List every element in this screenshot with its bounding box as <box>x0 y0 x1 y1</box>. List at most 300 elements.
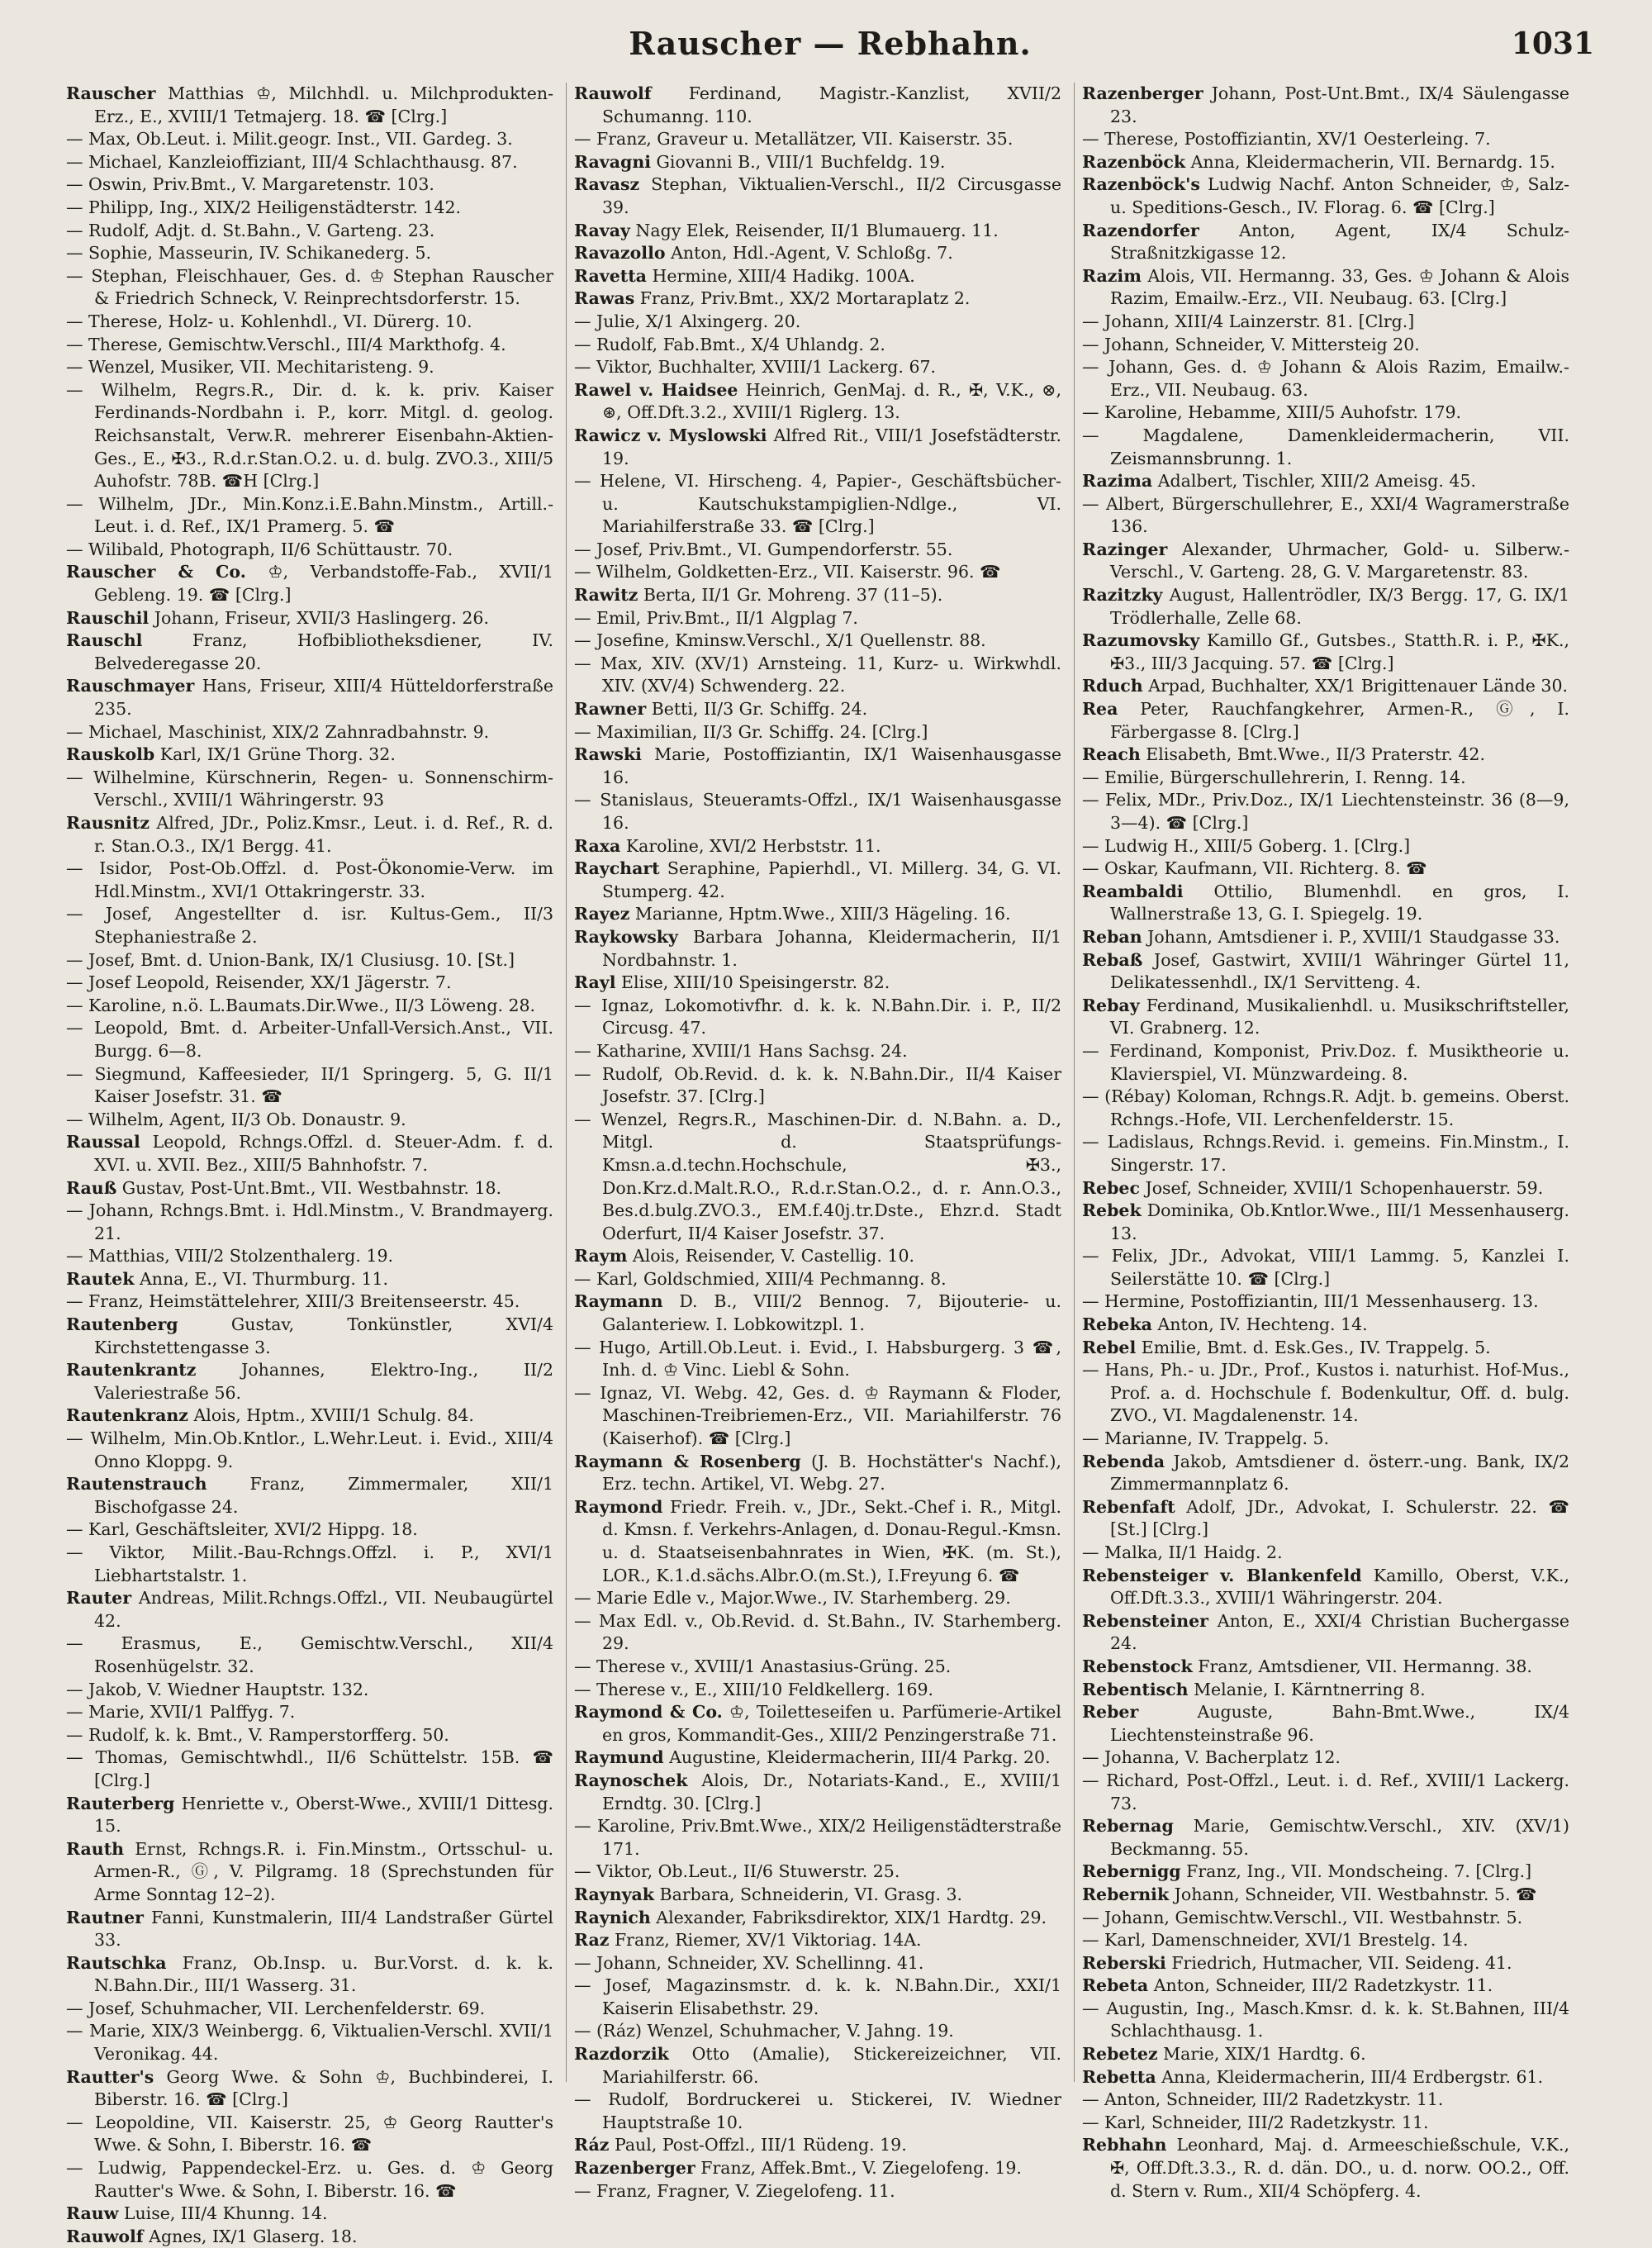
directory-entry <box>574 721 1061 744</box>
directory-entry <box>66 767 553 812</box>
entry-text: — Stephan, Fleischhauer, Ges. d. ♔ Stephan Rauscher & Friedrich Schneck, V. Reinprechtsdorferstr. 15. <box>66 265 553 309</box>
entry-text: Andreas, Milit.Rchngs.Offzl., VII. Neubaugürtel 42. <box>94 1588 553 1631</box>
entry-text: Dominika, Ob.Kntlor.Wwe., III/1 Messenhauserg. 13. <box>1110 1200 1569 1243</box>
entry-text: — Emilie, Bürgerschullehrerin, I. Renng. 14. <box>1082 767 1466 787</box>
entry-surname: Rebhahn <box>1082 2135 1167 2155</box>
directory-entry <box>574 1815 1061 1861</box>
entry-text: — Maximilian, II/3 Gr. Schiffg. 24. [Clrg.] <box>574 721 928 742</box>
entry-surname: Raynyak <box>574 1884 655 1904</box>
directory-entry <box>1082 675 1569 698</box>
directory-entry <box>574 1884 1061 1907</box>
entry-text: Seraphine, Papierhdl., VI. Millerg. 34, G. VI. Stumperg. 42. <box>602 858 1061 901</box>
directory-entry <box>1082 1177 1569 1200</box>
entry-surname: Rebeka <box>1082 1314 1152 1335</box>
entry-text: — Rudolf, Fab.Bmt., X/4 Uhlandg. 2. <box>574 334 885 354</box>
directory-entry <box>66 1633 553 1678</box>
entry-text: — Erasmus, E., Gemischtw.Verschl., XII/4 Rosenhügelstr. 32. <box>66 1633 553 1676</box>
directory-entry <box>574 1975 1061 2020</box>
entry-text: Elise, XIII/10 Speisingerstr. 82. <box>615 972 890 993</box>
entry-surname: Rautschka <box>66 1952 167 1973</box>
entry-text: — Wilibald, Photograph, II/6 Schüttaustr. 70. <box>66 539 453 559</box>
directory-entry <box>574 926 1061 972</box>
entry-text: — Therese, Postoffiziantin, XV/1 Oesterleing. 7. <box>1082 129 1491 150</box>
directory-entry <box>574 607 1061 630</box>
directory-entry <box>66 1314 553 1359</box>
entry-text: Ottilio, Blumenhdl. en gros, I. Wallnerstraße 13, G. I. Spiegelg. 19. <box>1110 881 1569 924</box>
directory-entry <box>66 721 553 744</box>
entry-text: Ferdinand, Magistr.-Kanzlist, XVII/2 Schumanng. 110. <box>602 83 1061 126</box>
entry-text: Elisabeth, Bmt.Wwe., II/3 Praterstr. 42. <box>1140 744 1485 765</box>
directory-entry <box>66 1200 553 1245</box>
entry-text: Anton, E., XXI/4 Christian Buchergasse 24. <box>1110 1610 1569 1654</box>
entry-text: ♔, Verbandstoffe-Fab., XVII/1 Gebleng. 19. ☎ [Clrg.] <box>94 562 553 606</box>
entry-text: — Johann, Schneider, V. Mittersteig 20. <box>1082 334 1420 354</box>
entry-text: — Therese v., XVIII/1 Anastasius-Grüng. 25. <box>574 1656 952 1676</box>
directory-entry <box>574 698 1061 721</box>
entry-text: — Michael, Maschinist, XIX/2 Zahnradbahnstr. 9. <box>66 721 490 742</box>
entry-surname: Rautenkrantz <box>66 1360 197 1381</box>
directory-entry <box>1082 926 1569 949</box>
entry-text: Franz, Amtsdiener, VII. Hermanng. 38. <box>1192 1656 1532 1676</box>
directory-entry <box>1082 1610 1569 1656</box>
directory-entry <box>1082 949 1569 995</box>
entry-text: — Johann, Ges. d. ♔ Johann & Alois Razim, Emailw.-Erz., VII. Neubaug. 63. <box>1082 357 1569 400</box>
entry-text: Friedr. Freih. v., JDr., Sekt.-Chef i. R., Mitgl. d. Kmsn. f. Verkehrs-Anlagen, d. Donau-Regul.-Kmsn. u. d. Staatseisenbahnrates in Wien, ✠K. (m. St.), LOR., K.1.d.sächs.Albr.O.(m.St.), I.Freyung 6. ☎ <box>602 1496 1061 1585</box>
entry-text: Johann, Amtsdiener i. P., XVIII/1 Staudgasse 33. <box>1142 926 1560 947</box>
entry-text: Alexander, Uhrmacher, Gold- u. Silberw.-Verschl., V. Garteng. 28, G. V. Margaretenstr. 83. <box>1110 539 1569 582</box>
directory-entry <box>574 903 1061 926</box>
entry-text: — Magdalene, Damenkleidermacherin, VII. Zeismannsbrunng. 1. <box>1082 425 1569 468</box>
directory-entry <box>66 1473 553 1518</box>
entry-surname: Razdorzik <box>574 2044 669 2065</box>
entry-surname: Raymund <box>574 1747 664 1768</box>
directory-entry <box>66 1109 553 1132</box>
entry-text: Adalbert, Tischler, XIII/2 Ameisg. 45. <box>1152 471 1477 492</box>
entry-text: — Ignaz, VI. Webg. 42, Ges. d. ♔ Raymann & Floder, Maschinen-Treibriemen-Erz., VII. Mariahilferstr. 76 (Kaiserhof). ☎ [Clrg.] <box>574 1382 1061 1449</box>
entry-text: — Ferdinand, Komponist, Priv.Doz. f. Musiktheorie u. Klavierspiel, VI. Münzwardeing. 8. <box>1082 1040 1569 1084</box>
directory-entry <box>1082 1861 1569 1884</box>
entry-text: — Karl, Geschäftsleiter, XVI/2 Hippg. 18. <box>66 1519 418 1540</box>
directory-entry <box>1082 1952 1569 1975</box>
directory-entry <box>1082 1337 1569 1360</box>
directory-entry <box>574 539 1061 562</box>
entry-surname: Rebenstock <box>1082 1656 1193 1676</box>
entry-text: Barbara Johanna, Kleidermacherin, II/1 Nordbahnstr. 1. <box>602 926 1061 970</box>
entry-text: — Johann, Gemischtw.Verschl., VII. Westbahnstr. 5. <box>1082 1907 1523 1927</box>
entry-text: — Max, XIV. (XV/1) Arnsteing. 11, Kurz- u. Wirkwhdl. XIV. (XV/4) Schwenderg. 22. <box>574 653 1061 696</box>
directory-entry <box>66 2157 553 2203</box>
entry-surname: Rebernag <box>1082 1816 1174 1837</box>
directory-entry <box>66 903 553 948</box>
directory-entry <box>66 949 553 972</box>
directory-entry <box>574 1952 1061 1975</box>
entry-surname: Reberski <box>1082 1952 1166 1973</box>
entry-text: Anton, Agent, IX/4 Schulz-Straßnitzkigasse 12. <box>1110 220 1569 264</box>
entry-surname: Rauter <box>66 1588 132 1609</box>
directory-entry <box>1082 1451 1569 1496</box>
entry-surname: Ravetta <box>574 265 647 286</box>
column-divider <box>566 83 567 2082</box>
directory-entry <box>66 2203 553 2226</box>
entry-text: — Marie Edle v., Major.Wwe., IV. Starhemberg. 29. <box>574 1588 1011 1609</box>
entry-text: — Hermine, Postoffiziantin, III/1 Messenhauserg. 13. <box>1082 1291 1539 1312</box>
entry-text: Hermine, XIII/4 Hadikg. 100A. <box>646 265 915 286</box>
entry-surname: Reambaldi <box>1082 881 1184 901</box>
directory-entry <box>1082 2089 1569 2112</box>
directory-entry <box>1082 1359 1569 1428</box>
entry-surname: Rauscher <box>66 83 156 103</box>
entry-surname: Rausnitz <box>66 813 150 833</box>
entry-surname: Raykowsky <box>574 926 678 947</box>
entry-text: Karoline, XVI/2 Herbststr. 11. <box>620 835 881 856</box>
entry-text: — Franz, Fragner, V. Ziegelofeng. 11. <box>574 2180 895 2201</box>
directory-entry <box>574 972 1061 995</box>
entry-text: — Albert, Bürgerschullehrer, E., XXI/4 Wagramerstraße 136. <box>1082 493 1569 537</box>
running-title: Rauscher — Rebhahn. <box>629 25 1032 62</box>
directory-entry <box>66 2226 553 2248</box>
entry-text: — Ludwig, Pappendeckel-Erz. u. Ges. d. ♔ Georg Rautter's Wwe. & Sohn, I. Biberstr. 16. ☎ <box>66 2158 553 2201</box>
entry-surname: Raymann <box>574 1291 663 1312</box>
entry-text: — Wenzel, Musiker, VII. Mechitaristeng. 9. <box>66 357 434 378</box>
directory-entry <box>66 356 553 379</box>
entry-text: — Ladislaus, Rchngs.Revid. i. gemeins. Fin.Minstm., I. Singerstr. 17. <box>1082 1132 1569 1175</box>
directory-entry <box>1082 1542 1569 1565</box>
entry-text: Luise, III/4 Khunng. 14. <box>118 2203 328 2224</box>
entry-surname: Ravagni <box>574 151 652 172</box>
entry-text: — Wenzel, Regrs.R., Maschinen-Dir. d. N.Bahn. a. D., Mitgl. d. Staatsprüfungs-Kmsn.a.d.techn.Hochschule, ✠3., Don.Krz.d.Malt.R.O., R.d.r.Stan.O.2., d. r. Ann.O.3., Bes.d.bulg.ZVO.3., EM.f.40j.tr.Dste., Ehzr.d. Stadt Oderfurt, II/4 Kaiser Josefstr. 37. <box>574 1109 1061 1243</box>
directory-entry <box>574 265 1061 288</box>
directory-entry <box>66 675 553 720</box>
entry-text: — (Ráz) Wenzel, Schuhmacher, V. Jahng. 19. <box>574 2021 954 2041</box>
column-2 <box>574 83 1062 2201</box>
entry-text: — Karoline, Priv.Bmt.Wwe., XIX/2 Heiligenstädterstraße 171. <box>574 1816 1061 1859</box>
entry-text: — Johann, Rchngs.Bmt. i. Hdl.Minstm., V. Brandmayerg. 21. <box>66 1200 553 1243</box>
entry-surname: Razenberger <box>1082 83 1203 103</box>
entry-text: — Hans, Ph.- u. JDr., Prof., Kustos i. naturhist. Hof-Mus., Prof. a. d. Hochschule f. Bodenkultur, Off. d. bulg. ZVO., VI. Magdalenenstr. 14. <box>1082 1360 1569 1426</box>
directory-entry <box>574 1109 1061 1246</box>
entry-text: Peter, Rauchfangkehrer, Armen-R., Ⓖ, I. Färbergasse 8. [Clrg.] <box>1110 699 1569 742</box>
entry-surname: Rauß <box>66 1177 117 1198</box>
directory-entry <box>66 242 553 265</box>
directory-entry <box>1082 83 1569 128</box>
directory-entry <box>574 1290 1061 1336</box>
directory-entry <box>574 2157 1061 2180</box>
entry-text: — Hugo, Artill.Ob.Leut. i. Evid., I. Habsburgerg. 3 ☎, Inh. d. ♔ Vinc. Liebl & Sohn. <box>574 1337 1061 1381</box>
entry-surname: Rebeta <box>1082 1975 1149 1996</box>
entry-text: Hans, Friseur, XIII/4 Hütteldorferstraße 235. <box>94 676 553 720</box>
entry-surname: Rautenkranz <box>66 1405 188 1426</box>
entry-text: — Wilhelm, JDr., Min.Konz.i.E.Bahn.Minstm., Artill.-Leut. i. d. Ref., IX/1 Pramerg. 5. ☎ <box>66 493 553 537</box>
entry-text: Fanni, Kunstmalerin, III/4 Landstraßer Gürtel 33. <box>94 1907 553 1951</box>
directory-entry <box>574 1063 1061 1109</box>
directory-entry <box>1082 1565 1569 1610</box>
entry-surname: Rautek <box>66 1268 135 1289</box>
entry-text: — Max Edl. v., Ob.Revid. d. St.Bahn., IV. Starhemberg. 29. <box>574 1610 1061 1654</box>
entry-surname: Ravay <box>574 220 630 240</box>
entry-text: Anton, Hdl.-Agent, V. Schloßg. 7. <box>665 243 953 264</box>
entry-text: — Josef, Schuhmacher, VII. Lerchenfelderstr. 69. <box>66 1998 486 2018</box>
entry-text: Anna, Kleidermacherin, III/4 Erdbergstr. 61. <box>1156 2066 1544 2087</box>
entry-text: Anna, E., VI. Thurmburg. 11. <box>134 1268 389 1289</box>
entry-surname: Rduch <box>1082 676 1143 696</box>
directory-entry <box>66 812 553 858</box>
entry-text: Gustav, Post-Unt.Bmt., VII. Westbahnstr. 18. <box>116 1177 502 1198</box>
entry-text: Betti, II/3 Gr. Schiffg. 24. <box>646 699 868 720</box>
entry-surname: Rawski <box>574 744 642 765</box>
entry-text: Ernst, Rchngs.R. i. Fin.Minstm., Ortsschul- u. Armen-R., Ⓖ, V. Pilgramg. 18 (Sprechstunden für Arme Sonntag 12–2). <box>94 1838 553 1904</box>
directory-entry <box>66 1542 553 1587</box>
entry-text: Franz, Zimmermaler, XII/1 Bischofgasse 24. <box>94 1474 553 1517</box>
entry-text: — Oskar, Kaufmann, VII. Richterg. 8. ☎ <box>1082 858 1427 879</box>
directory-entry <box>66 1131 553 1176</box>
directory-entry <box>574 2180 1061 2203</box>
entry-surname: Ráz <box>574 2135 610 2155</box>
directory-entry <box>66 2066 553 2112</box>
entry-surname: Ravasz <box>574 174 640 195</box>
directory-entry <box>66 1290 553 1314</box>
entry-text: — Leopold, Bmt. d. Arbeiter-Unfall-Versich.Anst., VII. Burgg. 6—8. <box>66 1018 553 1061</box>
directory-entry <box>66 334 553 357</box>
entry-text: Johann, Post-Unt.Bmt., IX/4 Säulengasse 23. <box>1110 83 1569 126</box>
entry-text: Josef, Gastwirt, XVIII/1 Währinger Gürtel 11, Delikatessenhdl., IX/1 Servitteng. 4. <box>1110 949 1569 993</box>
entry-text: — Jakob, V. Wiedner Hauptstr. 132. <box>66 1679 369 1699</box>
directory-entry <box>1082 1929 1569 1952</box>
entry-text: — Therese, Gemischtw.Verschl., III/4 Markthofg. 4. <box>66 334 506 354</box>
directory-entry <box>1082 858 1569 881</box>
directory-entry <box>1082 995 1569 1040</box>
directory-entry <box>574 1587 1061 1610</box>
entry-surname: Raxa <box>574 835 621 856</box>
directory-entry <box>574 83 1061 128</box>
entry-text: Ludwig Nachf. Anton Schneider, ♔, Salz- u. Speditions-Gesch., IV. Florag. 6. ☎ [Clrg.] <box>1110 174 1569 217</box>
entry-text: Leopold, Rchngs.Offzl. d. Steuer-Adm. f. d. XVI. u. XVII. Bez., XIII/5 Bahnhofstr. 7. <box>94 1132 553 1175</box>
directory-entry <box>574 356 1061 379</box>
entry-text: — Wilhelmine, Kürschnerin, Regen- u. Sonnenschirm-Verschl., XVIII/1 Währingerstr. 93 <box>66 767 553 810</box>
entry-surname: Raychart <box>574 858 660 879</box>
directory-entry <box>66 1245 553 1268</box>
entry-text: — Wilhelm, Regrs.R., Dir. d. k. k. priv. Kaiser Ferdinands-Nordbahn i. P., korr. Mitgl. d. geolog. Reichsanstalt, Verw.R. mehrerer Eisenbahn-Aktien-Ges., E., ✠3., R.d.r.Stan.O.2. u. d. bulg. ZVO.3., XIII/5 Auhofstr. 78B. ☎H [Clrg.] <box>66 379 553 492</box>
entry-surname: Rebetez <box>1082 2044 1158 2065</box>
directory-entry <box>1082 220 1569 265</box>
entry-surname: Razendorfer <box>1082 220 1199 240</box>
entry-text: Marie, Postoffiziantin, IX/1 Waisenhausgasse 16. <box>602 744 1061 787</box>
entry-text: D. B., VIII/2 Bennog. 7, Bijouterie- u. Galanteriew. I. Lobkowitzpl. 1. <box>602 1291 1061 1335</box>
directory-entry <box>66 1724 553 1747</box>
entry-text: — Marie, XIX/3 Weinbergg. 6, Viktualien-Verschl. XVII/1 Veronikag. 44. <box>66 2021 553 2065</box>
entry-surname: Raym <box>574 1246 628 1267</box>
entry-text: — Julie, X/1 Alxingerg. 20. <box>574 311 801 331</box>
entry-surname: Raymond & Co. <box>574 1702 723 1723</box>
directory-entry <box>574 220 1061 243</box>
directory-entry <box>66 83 553 128</box>
directory-entry <box>1082 1815 1569 1861</box>
entry-surname: Rauschil <box>66 607 150 628</box>
entry-text: — Thomas, Gemischtwhdl., II/6 Schüttelstr. 15B. ☎ [Clrg.] <box>66 1747 553 1790</box>
entry-text: Alois, Hptm., XVIII/1 Schulg. 84. <box>188 1405 474 1426</box>
directory-entry <box>574 789 1061 834</box>
entry-text: Anna, Kleidermacherin, VII. Bernardg. 15. <box>1185 151 1555 172</box>
entry-text: Henriette v., Oberst-Wwe., XVIII/1 Dittesg. 15. <box>94 1793 553 1837</box>
entry-text: — Wilhelm, Min.Ob.Kntlor., L.Wehr.Leut. i. Evid., XIII/4 Onno Kloppg. 9. <box>66 1428 553 1471</box>
directory-entry <box>574 1451 1061 1496</box>
entry-text: Alois, VII. Hermanng. 33, Ges. ♔ Johann & Alois Razim, Emailw.-Erz., VII. Neubaug. 63. [Clrg.] <box>1110 265 1569 309</box>
entry-text: Franz, Ob.Insp. u. Bur.Vorst. d. k. k. N.Bahn.Dir., III/1 Wasserg. 31. <box>94 1952 553 1996</box>
directory-entry <box>574 470 1061 539</box>
entry-text: — Karl, Goldschmied, XIII/4 Pechmanng. 8. <box>574 1268 947 1289</box>
directory-entry <box>574 995 1061 1040</box>
entry-text: Marie, XIX/1 Hardtg. 6. <box>1157 2044 1366 2065</box>
entry-text: Alois, Dr., Notariats-Kand., E., XVIII/1 Erndtg. 30. [Clrg.] <box>602 1770 1061 1813</box>
directory-entry <box>66 128 553 151</box>
directory-entry <box>1082 1131 1569 1176</box>
entry-surname: Rauw <box>66 2203 119 2224</box>
directory-entry <box>66 1907 553 1952</box>
directory-entry <box>574 2089 1061 2134</box>
directory-entry <box>1082 789 1569 834</box>
entry-text: Melanie, I. Kärntnerring 8. <box>1188 1679 1426 1699</box>
entry-surname: Raz <box>574 1930 610 1951</box>
entry-surname: Raymann & Rosenberg <box>574 1451 801 1471</box>
entry-text: Kamillo Gf., Gutsbes., Statth.R. i. P., ✠K., ✠3., III/3 Jacquing. 57. ☎ [Clrg.] <box>1110 630 1569 673</box>
directory-entry <box>574 128 1061 151</box>
entry-text: — Viktor, Buchhalter, XVIII/1 Lackerg. 67. <box>574 357 937 378</box>
directory-entry <box>66 630 553 675</box>
entry-text: — Rudolf, Ob.Revid. d. k. k. N.Bahn.Dir., II/4 Kaiser Josefstr. 37. [Clrg.] <box>574 1063 1061 1107</box>
entry-surname: Rawitz <box>574 585 638 606</box>
entry-text: — Michael, Kanzleioffiziant, III/4 Schlachthausg. 87. <box>66 151 518 172</box>
entry-text: Alfred, JDr., Poliz.Kmsr., Leut. i. d. Ref., R. d. r. Stan.O.3., IX/1 Bergg. 41. <box>94 813 553 856</box>
entry-text: Josef, Schneider, XVIII/1 Schopenhauerstr. 59. <box>1139 1177 1544 1198</box>
entry-surname: Rawel v. Haidsee <box>574 379 738 400</box>
directory-entry <box>66 1404 553 1428</box>
entry-text: Augustine, Kleidermacherin, III/4 Parkg. 20. <box>663 1747 1051 1768</box>
directory-entry <box>66 151 553 174</box>
entry-surname: Rautenberg <box>66 1314 178 1335</box>
entry-text: — Matthias, VIII/2 Stolzenthalerg. 19. <box>66 1246 394 1267</box>
entry-text: — Johann, Schneider, XV. Schellinng. 41. <box>574 1952 924 1973</box>
entry-surname: Rebentisch <box>1082 1679 1189 1699</box>
entry-text: August, Hallentrödler, IX/3 Bergg. 17, G. IX/1 Trödlerhalle, Zelle 68. <box>1110 585 1569 628</box>
entry-text: — Oswin, Priv.Bmt., V. Margaretenstr. 103. <box>66 174 434 195</box>
directory-entry <box>66 173 553 197</box>
entry-text: — Karl, Damenschneider, XVI/1 Brestelg. 14. <box>1082 1930 1469 1951</box>
entry-text: Leonhard, Maj. d. Armeeschießschule, V.K., ✠, Off.Dft.3.3., R. d. dän. DO., u. d. norw. OO.2., Off. d. Stern v. Rum., XII/4 Schöpferg. 4. <box>1110 2135 1569 2201</box>
directory-entry <box>574 1679 1061 1702</box>
entry-text: — Felix, MDr., Priv.Doz., IX/1 Liechtensteinstr. 36 (8—9, 3—4). ☎ [Clrg.] <box>1082 790 1569 833</box>
entry-text: — Karoline, n.ö. L.Baumats.Dir.Wwe., II/3 Löweng. 28. <box>66 995 536 1015</box>
entry-text: Gustav, Tonkünstler, XVI/4 Kirchstettengasse 3. <box>94 1314 553 1357</box>
directory-entry <box>66 1428 553 1473</box>
entry-text: — Ludwig H., XIII/5 Goberg. 1. [Clrg.] <box>1082 835 1411 856</box>
entry-surname: Rawner <box>574 699 647 720</box>
entry-text: — Sophie, Masseurin, IV. Schikanederg. 5. <box>66 243 432 264</box>
entry-surname: Rebetta <box>1082 2066 1156 2087</box>
directory-entry <box>574 173 1061 219</box>
directory-entry <box>1082 334 1569 357</box>
directory-entry <box>574 1747 1061 1770</box>
directory-entry <box>66 1952 553 1998</box>
entry-text: Emilie, Bmt. d. Esk.Ges., IV. Trappelg. 5. <box>1136 1337 1491 1357</box>
directory-entry <box>1082 470 1569 493</box>
entry-text: Jakob, Amtsdiener d. österr.-ung. Bank, IX/2 Zimmermannplatz 6. <box>1110 1451 1569 1495</box>
directory-entry <box>66 995 553 1018</box>
directory-entry <box>574 1610 1061 1656</box>
directory-entry <box>66 607 553 630</box>
column-divider <box>1074 83 1075 2082</box>
directory-entry <box>574 334 1061 357</box>
entry-surname: Razim <box>1082 265 1142 286</box>
directory-entry <box>574 584 1061 607</box>
directory-entry <box>66 1838 553 1907</box>
entry-surname: Rebensteiner <box>1082 1610 1208 1631</box>
directory-entry <box>66 197 553 220</box>
directory-entry <box>1082 1314 1569 1337</box>
directory-entry <box>66 1268 553 1291</box>
entry-text: Franz, Ing., VII. Mondscheing. 7. [Clrg.] <box>1180 1861 1532 1882</box>
entry-surname: Rebernigg <box>1082 1861 1181 1882</box>
entry-surname: Rautenstrauch <box>66 1474 207 1495</box>
entry-surname: Rawas <box>574 288 635 309</box>
directory-entry <box>574 311 1061 334</box>
entry-text: — Augustin, Ing., Masch.Kmsr. d. k. k. St.Bahnen, III/4 Schlachthausg. 1. <box>1082 1998 1569 2041</box>
directory-entry <box>1082 1245 1569 1290</box>
entry-text: Auguste, Bahn-Bmt.Wwe., IX/4 Liechtensteinstraße 96. <box>1110 1702 1569 1745</box>
entry-text: Anton, Schneider, III/2 Radetzkystr. 11. <box>1148 1975 1493 1996</box>
directory-entry <box>574 1907 1061 1930</box>
entry-surname: Razitzky <box>1082 585 1163 606</box>
entry-surname: Reach <box>1082 744 1141 765</box>
entry-surname: Raynich <box>574 1907 651 1927</box>
entry-text: — Rudolf, k. k. Bmt., V. Ramperstorfferg. 50. <box>66 1724 449 1745</box>
entry-text: — Josef, Priv.Bmt., VI. Gumpendorferstr. 55. <box>574 539 953 559</box>
directory-entry <box>66 1747 553 1792</box>
directory-entry <box>574 1770 1061 1815</box>
directory-entry <box>66 1063 553 1109</box>
entry-text: Franz, Affek.Bmt., V. Ziegelofeng. 19. <box>695 2158 1022 2179</box>
entry-text: Alfred Rit., VIII/1 Josefstädterstr. 19. <box>602 425 1061 468</box>
directory-entry <box>574 1245 1061 1268</box>
directory-entry <box>66 220 553 243</box>
directory-entry <box>574 1382 1061 1451</box>
directory-entry <box>1082 2112 1569 2135</box>
entry-text: — Franz, Graveur u. Metallätzer, VII. Kaiserstr. 35. <box>574 129 1014 150</box>
entry-surname: Rebensteiger v. Blankenfeld <box>1082 1565 1362 1585</box>
entry-text: — Josef, Angestellter d. isr. Kultus-Gem., II/3 Stephaniestraße 2. <box>66 904 553 947</box>
directory-entry <box>1082 425 1569 470</box>
entry-surname: Razenböck <box>1082 151 1186 172</box>
entry-surname: Ravazollo <box>574 243 666 264</box>
entry-text: — Helene, VI. Hirscheng. 4, Papier-, Geschäftsbücher- u. Kautschukstampiglien-Ndlge., VI. Mariahilferstraße 33. ☎ [Clrg.] <box>574 471 1061 537</box>
entry-text: — Josefine, Kminsw.Verschl., X/1 Quellenstr. 88. <box>574 630 986 651</box>
entry-text: Agnes, IX/1 Glaserg. 18. <box>143 2226 358 2246</box>
entry-surname: Raymond <box>574 1496 663 1517</box>
entry-text: Paul, Post-Offzl., III/1 Rüdeng. 19. <box>609 2135 907 2155</box>
directory-entry <box>1082 1770 1569 1815</box>
directory-entry <box>66 1701 553 1724</box>
directory-entry <box>66 265 553 311</box>
entry-surname: Reban <box>1082 926 1142 947</box>
entry-text: — Max, Ob.Leut. i. Milit.geogr. Inst., VII. Gardeg. 3. <box>66 129 513 150</box>
directory-entry <box>574 1656 1061 1679</box>
column-3 <box>1082 83 1570 2201</box>
entry-surname: Rauschl <box>66 630 143 651</box>
entry-text: — Therese, Holz- u. Kohlenhdl., VI. Dürerg. 10. <box>66 311 472 331</box>
entry-surname: Rebenda <box>1082 1451 1165 1471</box>
entry-surname: Rauth <box>66 1838 125 1859</box>
entry-surname: Rebaß <box>1082 949 1143 970</box>
entry-surname: Rebenfaft <box>1082 1496 1175 1517</box>
page-number: 1031 <box>1511 26 1594 61</box>
